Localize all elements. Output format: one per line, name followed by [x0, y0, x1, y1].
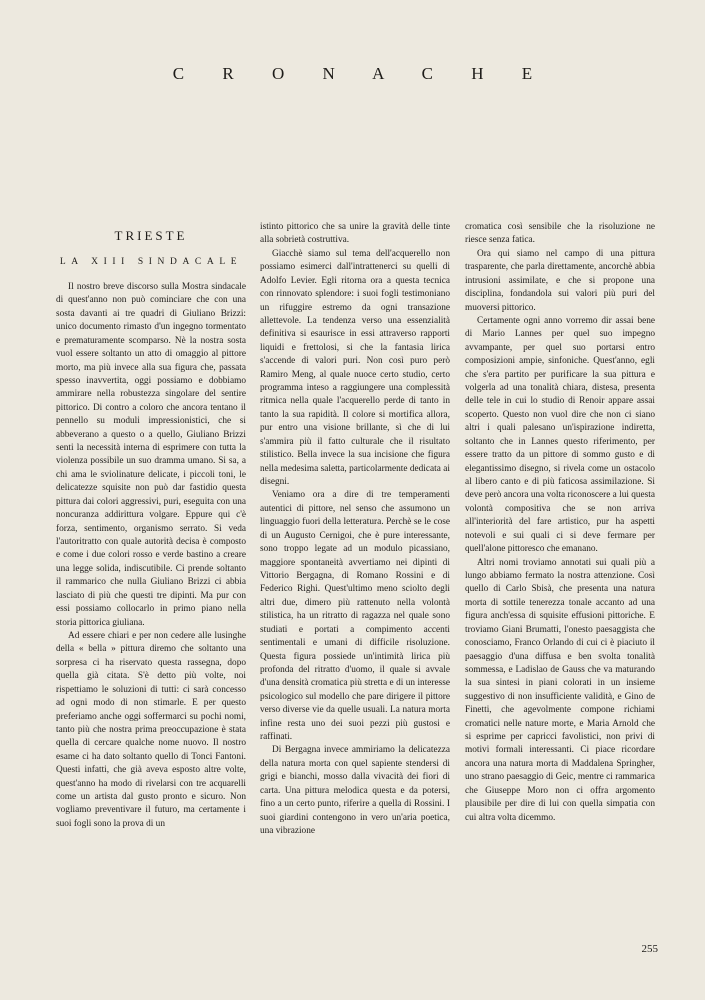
paragraph: Di Bergagna invece ammiriamo la delicatezza della natura morta con quel sapiente stendersi di grigi e bianchi, mosso dalla vivacità dei fiori di carta. Una pittura melodica questa e da potersi, fino a un certo punto, riferire a quella di Rossini. I suoi giardini contengono in vero un'aria poetica, una vibrazione — [260, 745, 450, 836]
page-title: C R O N A C H E — [172, 64, 550, 83]
paragraph: cromatica così sensibile che la risoluzione ne riesce senza fatica. — [465, 222, 655, 246]
text-column-3 — [465, 221, 655, 825]
section-subtitle: LA XIII SINDACALE — [59, 257, 243, 267]
paragraph: Ad essere chiari e per non cedere alle lusinghe della « bella » pittura diremo che soltanto una sorpresa ci ha riservato questa rassegna, dopo quella già citata. S'è detto più volte, noi rispettiamo le soluzioni di tutti: ci sarà concesso ad ogni modo di non stimarle. E per questo preferiamo anche oggi soffermarci su pochi nomi, tanto più che nostra prima preoccupazione è stata quella di cercare qualche nome nuovo. Il nostro esame ci ha dato soltanto quello di Tonci Fantoni. Questi infatti, che già aveva esposto altre volte, quest'anno ha modo di rivelarsi con tre acquarelli come un artista dal gusto pronto e sicuro. Non vogliamo preventivare il futuro, ma certamente i suoi fogli sono la prova di un — [56, 630, 246, 829]
text-column-2 — [260, 221, 450, 838]
paragraph: istinto pittorico che sa unire la gravità delle tinte alla sobrietà costruttiva. — [260, 222, 450, 246]
text-column-1 — [56, 281, 246, 831]
paragraph: Ora qui siamo nel campo di una pittura trasparente, che parla direttamente, ancorchè abbia intrusioni assimilate, e che si propone una disciplina, fondandola sui valori più puri del muoversi pittorico. — [465, 248, 655, 313]
paragraph: Giacchè siamo sul tema dell'acquerello non possiamo esimerci dall'intrattenerci su quelli di Adolfo Levier. Egli ritorna ora a questa tecnica con rinnovato splendore: i suoi fogli testimoniano un rifuggire estremo da ogni transazione allettevole. La tendenza verso una essenzialità definitiva si esaurisce in essi attraverso rapporti liquidi e frettolosi, si che la fantasia lirica s'accende di valori puri. Non così puro però Ramiro Meng, al quale nuoce certo studio, certo programma inteso a raggiungere una complessità ritmica nella quale l'acquerello perde di tanto in tanto la sua rapidità. Il colore si mortifica allora, pur entro una visione brillante, sì che di lui s'ammira più il fatto culturale che il risultato stilistico. Bella invece la sua incisione che figura nella medesima saletta, particolarmente dedicata ai disegni. — [260, 248, 450, 488]
paragraph: Veniamo ora a dire di tre temperamenti autentici di pittore, nel senso che assumono un linguaggio fuori della letteratura. Perchè se le cose di un Augusto Cernigoi, che è pure interessante, sono troppo legate ad un modulo picassiano, maggiore spontaneità avvertiamo nei dipinti di Vittorio Bergagna, di Romano Rossini e di Federico Righi. Quest'ultimo meno sciolto degli altri due, dimero più rattenuto nella volontà stilistica, ha un ritratto di ragazza nel quale sono studiati e portati a compimento accenti sentimentali e umani di difficile risoluzione. Questa figura possiede un'intimità lirica più profonda del ritratto d'uomo, il quale si avvale d'una densità cromatica più stretta e di un interesse psicologico sul modello che pare dirigere il pittore verso diverse vie da quelle usuali. La natura morta infine resta uno dei suoi pezzi più gustosi e raffinati. — [260, 490, 450, 743]
section-title: TRIESTE — [114, 228, 188, 243]
paragraph: Il nostro breve discorso sulla Mostra sindacale di quest'anno non può cominciare che con una sosta davanti ai tre quadri di Giuliano Brizzi: unico documento rimasto d'un ingegno tormentato e prematuramente scomparso. Nè la nostra sosta vuol essere soltanto un atto di omaggio al pittore morto, ma più invece alla sua figura che, passata spesso inavvertita, oggi possiamo e dobbiamo ammirare nella robustezza singolare del sentire pittorico. Di contro a coloro che ancora tentano il pennello su moduli impressionistici, che si abbeverano a questo o a quello, Giuliano Brizzi senti la necessità interna di esprimere con tutta la violenza possibile un suo dramma umano. Si sa, a chi ama le sviolinature delicate, i piccoli toni, le delicatezze squisite non può dar fastidio questa pittura dai colori aggressivi, puri, eseguita con una noncuranza addirittura volgare. Eppure qui c'è forza, sentimento, organismo serrato. Si veda l'autoritratto con quale autorità decisa è composto e come i due colori rosso e verde bastino a creare una legge solida, indiscutibile. Ci prende soltanto il rammarico che nulla Giuliano Brizzi ci abbia lasciato di più che questi tre dipinti. Ma pur con essi possiamo collocarlo in primo piano nella storia pittorica giuliana. — [56, 282, 246, 628]
page-number: 255 — [641, 943, 658, 955]
paragraph: Altri nomi troviamo annotati sui quali più a lungo abbiamo fermato la nostra attenzione. Così quello di Carlo Sbisà, che presenta una natura morta di sottile tenerezza tonale accanto ad una figura anch'essa di squisite effusioni pittoriche. E troviamo Giani Brumatti, l'onesto paesaggista che conosciamo, Franco Orlando di cui ci è piaciuto il paesaggio d'una diffusa e ben svolta tonalità sommessa, e Ladislao de Gauss che va maturando la sua sintesi in piani colorati in un insieme suggestivo di non insufficiente validità, e Gino de Finetti, che agevolmente compone richiami cromatici nelle nature morte, e Maria Arnold che si esprime per capricci favolistici, non privi di motivi formali interessanti. Ci piace ricordare ancora una natura morta di Maddalena Springher, uno strano paesaggio di Geic, mentre ci rammarica che Giuseppe Moro non ci offra argomento plausibile per dire di lui con quella simpatia con cui altra volta dicemmo. — [465, 557, 655, 823]
paragraph: Certamente ogni anno vorremo dir assai bene di Mario Lannes per quel suo impegno avvampante, per quel suo portarsi entro composizioni ampie, sinfoniche. Quest'anno, egli che s'era partito per purificare la sua pittura e volgerla ad una tonalità chiara, distesa, presenta delle tele in cui lo studio di Renoir appare assai scoperto. Questo non vuol dire che non ci siano altri i quali palesano un'ispirazione indiretta, soltanto che in Lannes questo riferimento, per essere tratto da un pittore di sommo gusto e di elegantissimo disegno, si rivela come un ostacolo al libero canto e di più faticosa assimilazione. Si deve però ancora una volta riconoscere a lui questa volontà compositiva che se non arriva all'interiorità del fare artistico, pur ha aspetti notevoli e sui quali ci si deve fermare per quell'alone pittoresco che emanano. — [465, 315, 655, 555]
